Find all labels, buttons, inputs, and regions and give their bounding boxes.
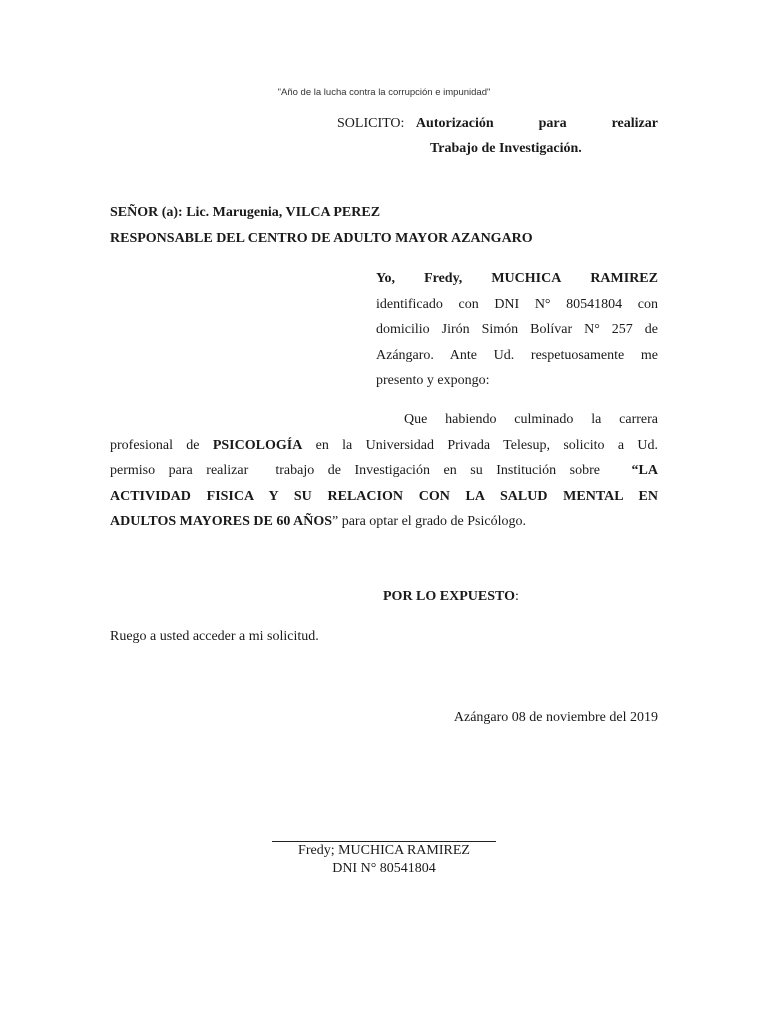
solicito-line-2: Trabajo de Investigación. <box>430 141 582 156</box>
date-line: Azángaro 08 de noviembre del 2019 <box>453 710 658 725</box>
intro-line-4: Azángaro. Ante Ud. respetuosamente me <box>376 347 658 363</box>
intro-paragraph <box>376 266 658 394</box>
body-line-5: ADULTOS MAYORES DE 60 AÑOS” para optar el grado de Psicólogo. <box>110 514 526 529</box>
solicito-label: SOLICITO <box>337 116 401 131</box>
signature-name: Fredy; MUCHICA RAMIREZ <box>298 843 470 858</box>
career-name: PSICOLOGÍA <box>212 437 303 453</box>
motto-header: "Año de la lucha contra la corrupción e impunidad" <box>277 87 491 98</box>
solicito-word-1: Autorización <box>415 116 494 131</box>
intro-line-3: domicilio Jirón Simón Bolívar N° 257 de <box>376 322 658 337</box>
body-line-1: Que habiendo culminado la carrera <box>404 412 658 427</box>
solicito-line-1 <box>337 114 658 133</box>
addressee-title: RESPONSABLE DEL CENTRO DE ADULTO MAYOR AZANGARO <box>110 231 533 246</box>
intro-word: RAMIREZ <box>590 271 658 286</box>
body-paragraph <box>110 407 658 535</box>
request-line: Ruego a usted acceder a mi solicitud. <box>110 629 319 644</box>
intro-line-5: presento y expongo: <box>376 373 490 388</box>
intro-word: MUCHICA <box>491 271 562 286</box>
solicito-word-3: realizar <box>611 116 658 131</box>
signature-dni: DNI N° 80541804 <box>332 861 436 876</box>
solicito-word-2: para <box>538 116 567 131</box>
intro-line-1 <box>376 266 658 292</box>
research-title-end: ADULTOS MAYORES DE 60 AÑOS <box>110 514 332 529</box>
addressee-name: SEÑOR (a): Lic. Marugenia, VILCA PEREZ <box>110 205 381 220</box>
intro-word: Fredy, <box>424 271 463 286</box>
solicito-colon: : <box>400 116 405 131</box>
closing-heading: POR LO EXPUESTO: <box>383 589 519 604</box>
solicito-block <box>337 114 658 158</box>
body-line-3: permiso para realizar trabajo de Investigación en su Institución sobre “LA <box>110 463 658 478</box>
intro-word: Yo, <box>376 271 396 286</box>
body-line-4: ACTIVIDAD FISICA Y SU RELACION CON LA SALUD MENTAL EN <box>110 488 658 504</box>
body-line-2: profesional de PSICOLOGÍA en la Universidad Privada Telesup, solicito a Ud. <box>110 437 659 453</box>
intro-line-2: identificado con DNI N° 80541804 con <box>376 296 658 312</box>
signature-line <box>272 841 496 842</box>
